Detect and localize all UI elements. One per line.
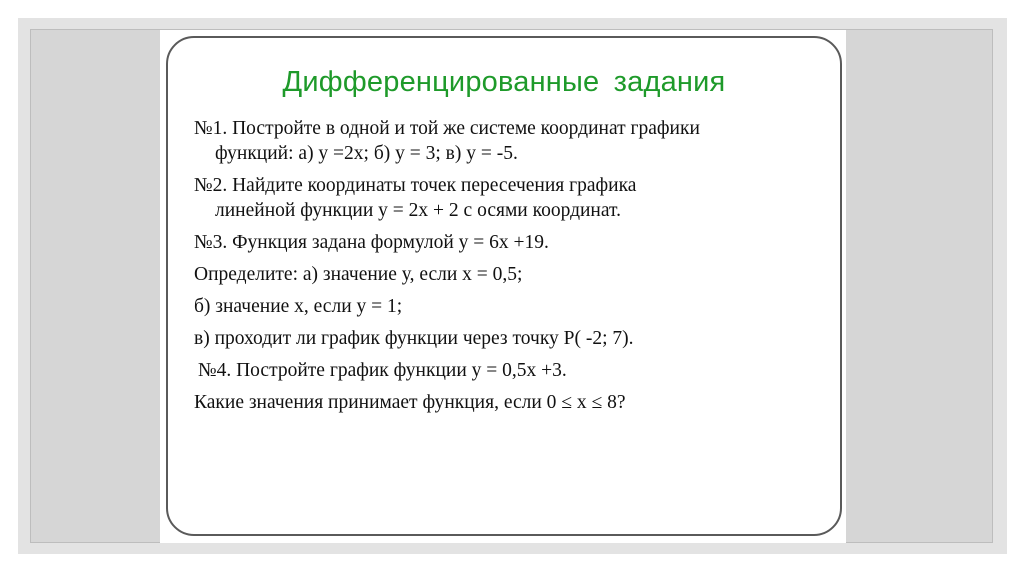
task-2 xyxy=(194,173,834,223)
task-2-line-1: №2. Найдите координаты точек пересечения графика xyxy=(194,175,637,196)
task-2-line-2: линейной функции у = 2х + 2 с осями координат. xyxy=(215,200,621,221)
slide xyxy=(160,30,846,543)
task-3-part-b: б) значение х, если у = 1; xyxy=(194,296,403,317)
task-4-question: Какие значения принимает функция, если 0 ≤ х ≤ 8? xyxy=(194,392,626,413)
task-1 xyxy=(194,116,834,166)
slide-title: Дифференцированные задания xyxy=(282,66,726,98)
task-1-line-1: №1. Постройте в одной и той же системе координат графики xyxy=(194,118,700,139)
task-3-part-a: Определите: а) значение у, если х = 0,5; xyxy=(194,264,523,285)
task-4: №4. Постройте график функции у = 0,5х +3. xyxy=(198,360,567,381)
task-list xyxy=(194,116,834,422)
task-3-part-c: в) проходит ли график функции через точку Р( -2; 7). xyxy=(194,328,634,349)
rounded-content-box xyxy=(166,36,842,536)
task-3: №3. Функция задана формулой у = 6х +19. xyxy=(194,232,549,253)
task-1-line-2: функций: а) у =2х; б) у = 3; в) у = -5. xyxy=(215,143,518,164)
